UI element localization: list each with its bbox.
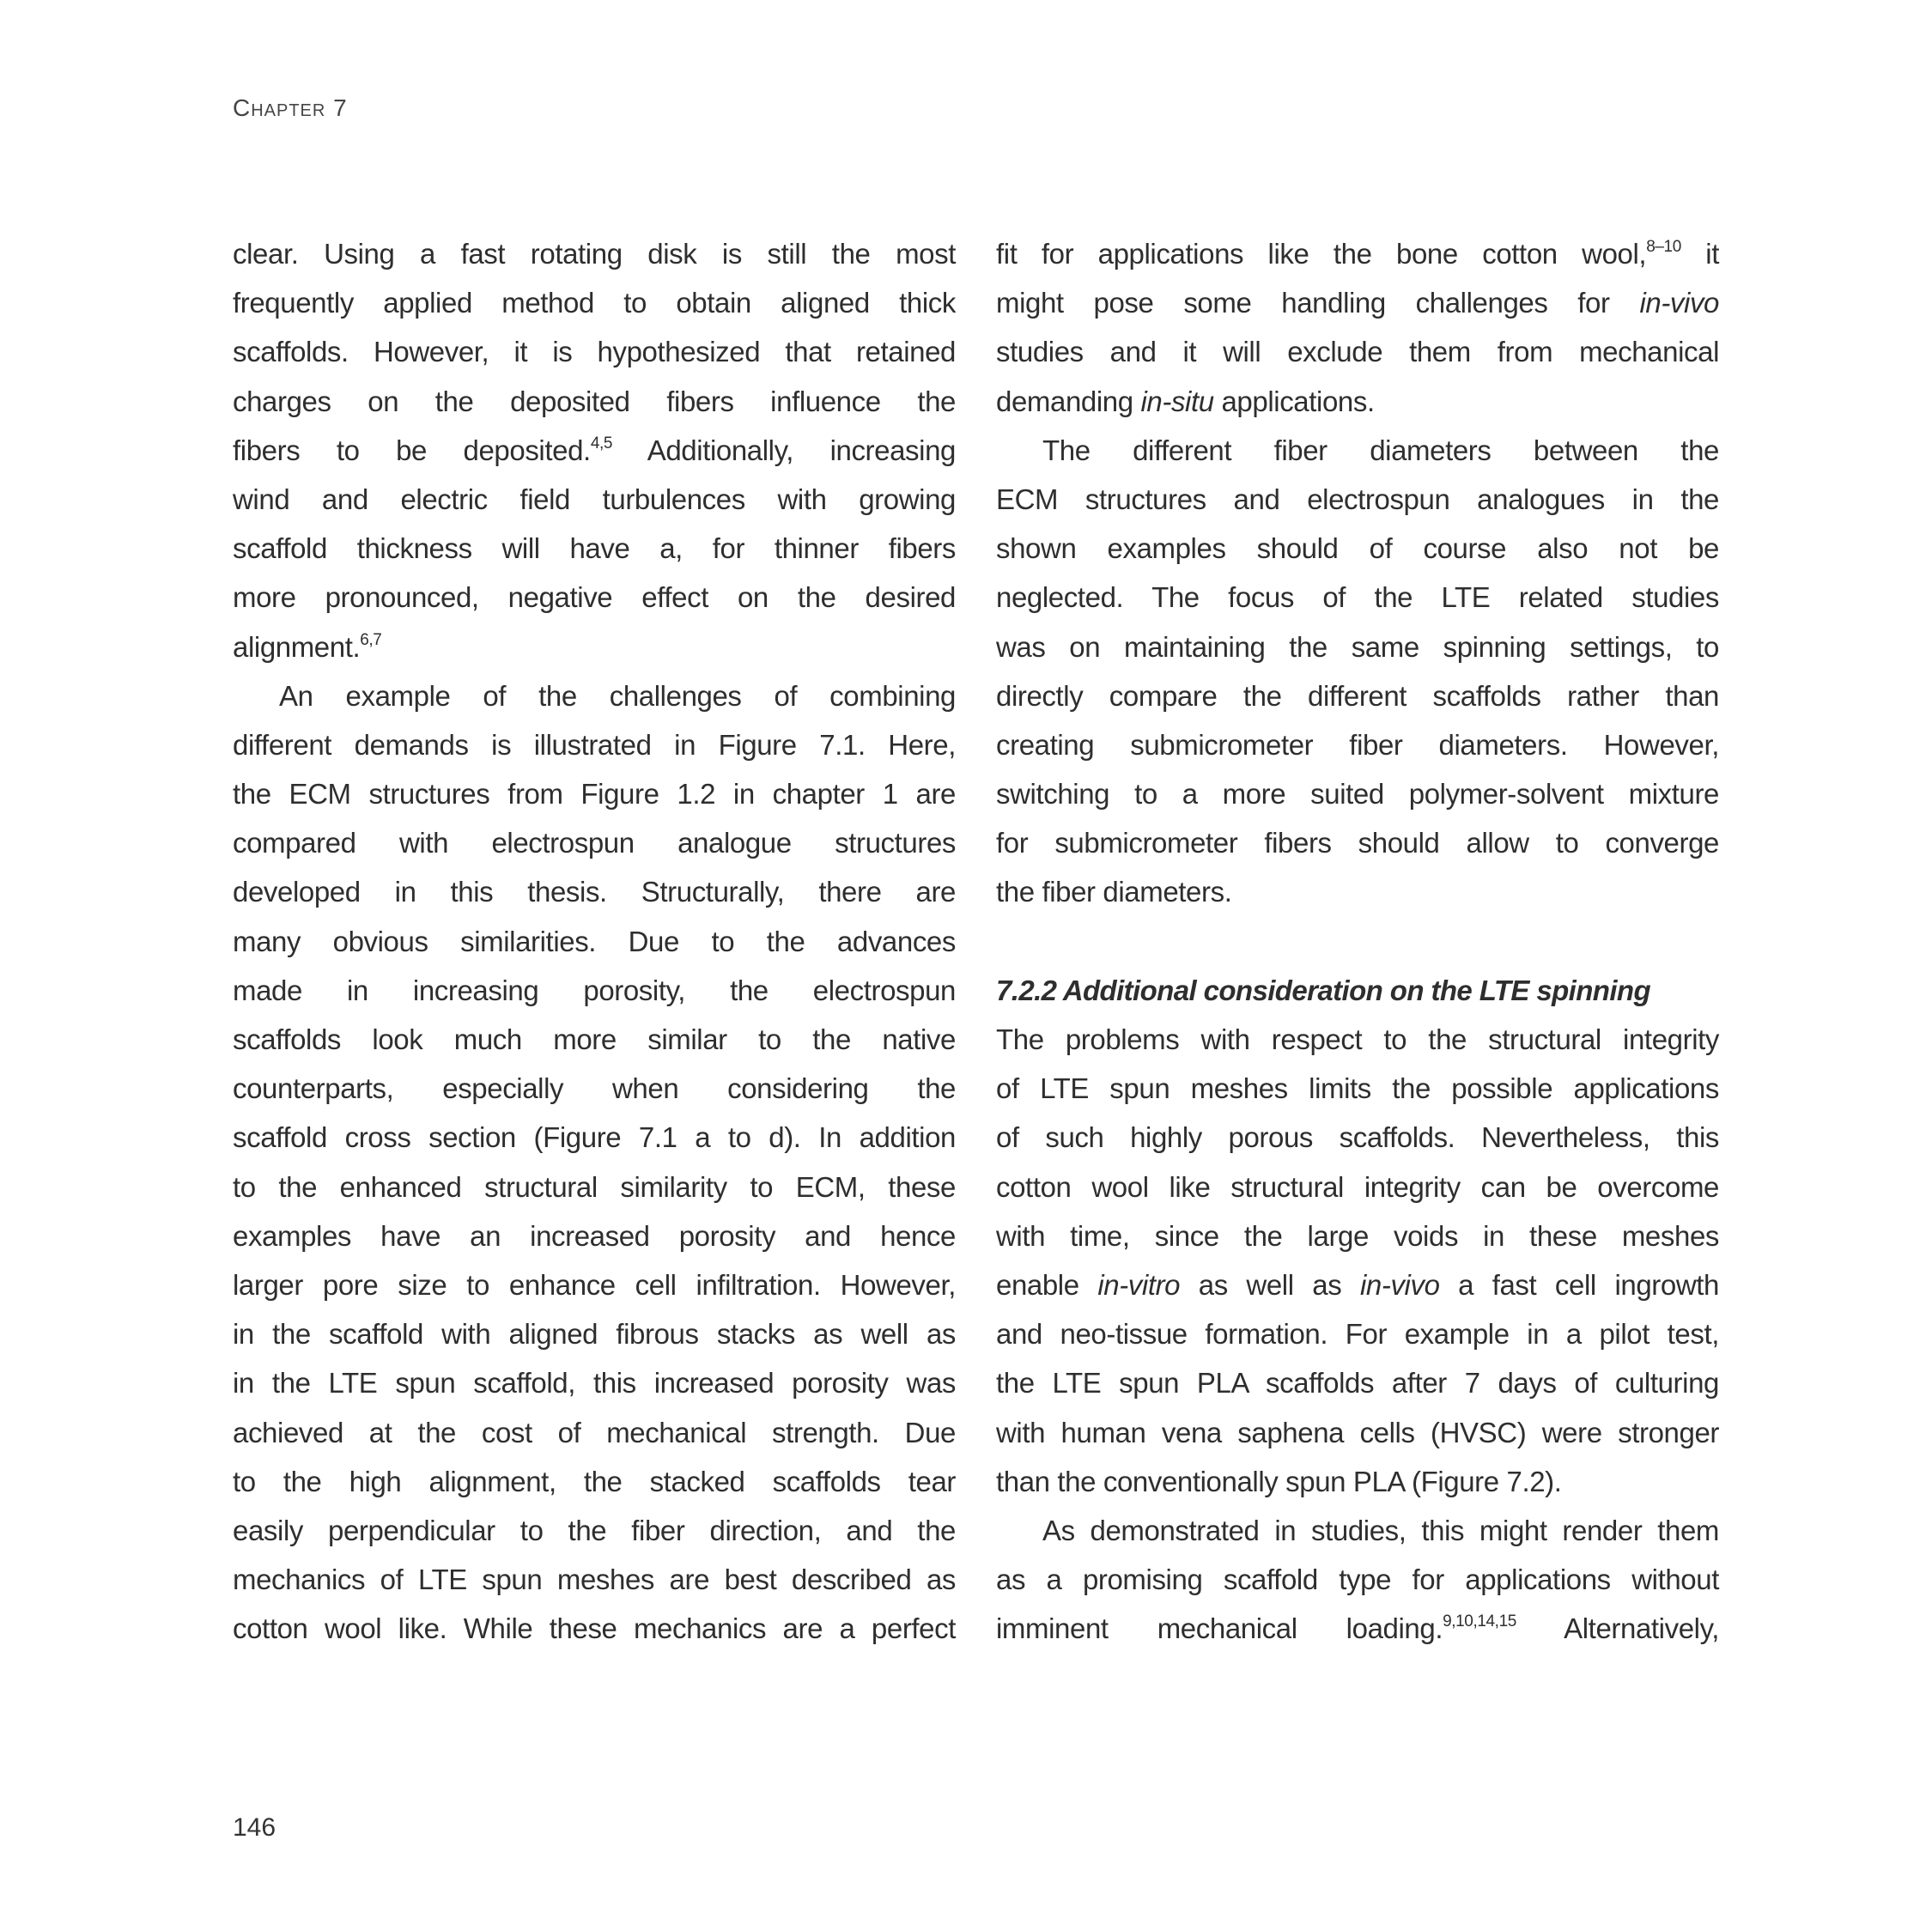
text-line — [996, 377, 1719, 426]
text-line — [233, 867, 956, 916]
text-line — [996, 1457, 1719, 1506]
text-run: switching to a more suited polymer-solvent mixture — [996, 778, 1719, 811]
text-line — [233, 229, 956, 278]
citation-superscript: 9,10,14,15 — [1443, 1612, 1516, 1631]
text-run: made in increasing porosity, the electrospun — [233, 974, 956, 1006]
text-run: scaffolds. However, it is hypothesized that retained — [233, 336, 956, 368]
text-run: to the high alignment, the stacked scaffolds tear — [233, 1465, 956, 1497]
text-run: studies and it will exclude them from mechanical — [996, 336, 1719, 368]
text-run: developed in this thesis. Structurally, there are — [233, 876, 956, 908]
text-line — [996, 1309, 1719, 1358]
text-line — [233, 966, 956, 1015]
text-run: with human vena saphena cells (HVSC) were stronger — [996, 1416, 1719, 1448]
citation-superscript: 6,7 — [360, 630, 382, 649]
text-line — [996, 1064, 1719, 1113]
text-run: scaffold cross section (Figure 7.1 a to d). In addition — [233, 1121, 956, 1154]
text-run: scaffold thickness will have a, for thinner fibers — [233, 532, 956, 565]
text-run: to the enhanced structural similarity to ECM, these — [233, 1170, 956, 1203]
text-line — [233, 622, 956, 671]
text-line — [233, 671, 956, 720]
text-line — [996, 426, 1719, 475]
text-line — [996, 1163, 1719, 1211]
left-column — [233, 229, 956, 1653]
text-run: imminent mechanical loading. — [996, 1612, 1443, 1645]
text-run: shown examples should of course also not be — [996, 532, 1719, 565]
text-line — [996, 622, 1719, 671]
text-line — [233, 1358, 956, 1407]
text-run: The different fiber diameters between the — [1042, 434, 1719, 466]
text-line — [233, 475, 956, 524]
running-head: Chapter 7 — [233, 94, 348, 121]
text-run: directly compare the different scaffolds rather than — [996, 679, 1719, 712]
text-run: The problems with respect to the structural integrity — [996, 1023, 1719, 1055]
text-line — [996, 475, 1719, 524]
text-line — [233, 1506, 956, 1555]
citation-superscript: 4,5 — [590, 434, 613, 452]
text-run: and neo-tissue formation. For example in a pilot test, — [996, 1318, 1719, 1351]
text-line — [996, 1015, 1719, 1064]
text-line — [996, 327, 1719, 376]
text-run: counterparts, especially when considering the — [233, 1072, 956, 1105]
text-run: easily perpendicular to the fiber direction, and the — [233, 1514, 956, 1546]
section-heading — [996, 966, 1719, 1015]
text-run: in the LTE spun scaffold, this increased porosity was — [233, 1367, 956, 1400]
text-line — [233, 1211, 956, 1260]
text-run: in the scaffold with aligned fibrous stacks as well as — [233, 1318, 956, 1351]
text-line — [233, 818, 956, 867]
text-line — [996, 229, 1719, 278]
text-run: for submicrometer fibers should allow to converge — [996, 827, 1719, 859]
text-run: fit for applications like the bone cotton wool, — [996, 238, 1647, 270]
text-run: different demands is illustrated in Figure 7.1. Here, — [233, 728, 956, 761]
text-run: was on maintaining the same spinning settings, to — [996, 630, 1719, 663]
text-line — [996, 1358, 1719, 1407]
text-line — [996, 917, 1719, 966]
text-run: enable — [996, 1268, 1098, 1301]
text-run: it — [1680, 238, 1720, 270]
text-run: clear. Using a fast rotating disk is still the most — [233, 238, 956, 270]
text-line — [233, 1457, 956, 1506]
text-line — [996, 671, 1719, 720]
text-line — [233, 278, 956, 327]
text-line — [233, 573, 956, 622]
text-run: of such highly porous scaffolds. Nevertheless, this — [996, 1121, 1719, 1154]
text-run: a fast cell ingrowth — [1439, 1268, 1719, 1301]
right-column — [996, 229, 1719, 1653]
text-run: scaffolds look much more similar to the native — [233, 1023, 956, 1055]
text-line — [996, 573, 1719, 622]
text-run: Additionally, increasing — [612, 434, 956, 466]
italic-term: in-vitro — [1097, 1268, 1181, 1301]
text-line — [996, 1506, 1719, 1555]
text-run: As demonstrated in studies, this might render them — [1042, 1514, 1719, 1546]
text-line — [996, 1408, 1719, 1457]
text-run: than the conventionally spun PLA (Figure 7.2). — [996, 1465, 1562, 1497]
text-line — [996, 867, 1719, 916]
text-line — [233, 377, 956, 426]
text-line — [233, 524, 956, 573]
text-run: neglected. The focus of the LTE related studies — [996, 581, 1719, 614]
citation-superscript: 8–10 — [1646, 238, 1681, 256]
text-line — [233, 720, 956, 769]
text-run: frequently applied method to obtain aligned thick — [233, 287, 956, 319]
text-line — [996, 818, 1719, 867]
text-run: ECM structures and electrospun analogues in the — [996, 483, 1719, 515]
text-run: more pronounced, negative effect on the desired — [233, 581, 956, 614]
text-line — [233, 1015, 956, 1064]
text-line — [996, 1555, 1719, 1604]
text-line — [233, 1064, 956, 1113]
text-run: cotton wool like. While these mechanics are a perfect — [233, 1612, 956, 1645]
text-run: the LTE spun PLA scaffolds after 7 days of culturing — [996, 1367, 1719, 1400]
text-run: fibers to be deposited. — [233, 434, 591, 466]
text-line — [996, 524, 1719, 573]
text-line — [996, 1604, 1719, 1653]
text-line — [233, 1604, 956, 1653]
text-line — [233, 327, 956, 376]
page-number: 146 — [233, 1813, 276, 1842]
text-run: An example of the challenges of combining — [279, 679, 956, 712]
text-run: with time, since the large voids in these meshes — [996, 1219, 1719, 1252]
text-run: the fiber diameters. — [996, 876, 1232, 908]
italic-term: in-vivo — [1639, 287, 1719, 319]
text-run: the ECM structures from Figure 1.2 in chapter 1 are — [233, 778, 956, 811]
text-line — [233, 1113, 956, 1162]
italic-term: in-situ — [1140, 385, 1214, 417]
text-run: many obvious similarities. Due to the advances — [233, 925, 956, 957]
text-run: applications. — [1213, 385, 1375, 417]
text-line — [996, 1211, 1719, 1260]
text-run: cotton wool like structural integrity can be overcome — [996, 1170, 1719, 1203]
text-run: compared with electrospun analogue structures — [233, 827, 956, 859]
text-run: as well as — [1180, 1268, 1360, 1301]
text-line — [996, 769, 1719, 818]
text-line — [233, 1309, 956, 1358]
text-run: 7.2.2 Additional consideration on the LTE spinning — [996, 974, 1651, 1006]
text-run: achieved at the cost of mechanical strength. Due — [233, 1416, 956, 1448]
text-line — [233, 1408, 956, 1457]
text-run: charges on the deposited fibers influence the — [233, 385, 956, 417]
text-run: might pose some handling challenges for — [996, 287, 1640, 319]
text-line — [996, 1113, 1719, 1162]
text-run: demanding — [996, 385, 1141, 417]
text-run: wind and electric field turbulences with growing — [233, 483, 956, 515]
text-line — [996, 1260, 1719, 1309]
text-run: as a promising scaffold type for applications without — [996, 1564, 1719, 1596]
text-run: mechanics of LTE spun meshes are best described as — [233, 1564, 956, 1596]
text-line — [233, 426, 956, 475]
text-run: of LTE spun meshes limits the possible applications — [996, 1072, 1719, 1105]
italic-term: in-vivo — [1359, 1268, 1440, 1301]
text-line — [233, 1163, 956, 1211]
text-run: Alternatively, — [1516, 1612, 1719, 1645]
text-line — [996, 720, 1719, 769]
text-run: larger pore size to enhance cell infiltration. However, — [233, 1268, 956, 1301]
text-line — [996, 278, 1719, 327]
text-run: examples have an increased porosity and hence — [233, 1219, 956, 1252]
text-line — [233, 1555, 956, 1604]
text-line — [233, 1260, 956, 1309]
text-line — [233, 917, 956, 966]
text-run: alignment. — [233, 630, 361, 663]
text-line — [233, 769, 956, 818]
text-run: creating submicrometer fiber diameters. However, — [996, 728, 1719, 761]
